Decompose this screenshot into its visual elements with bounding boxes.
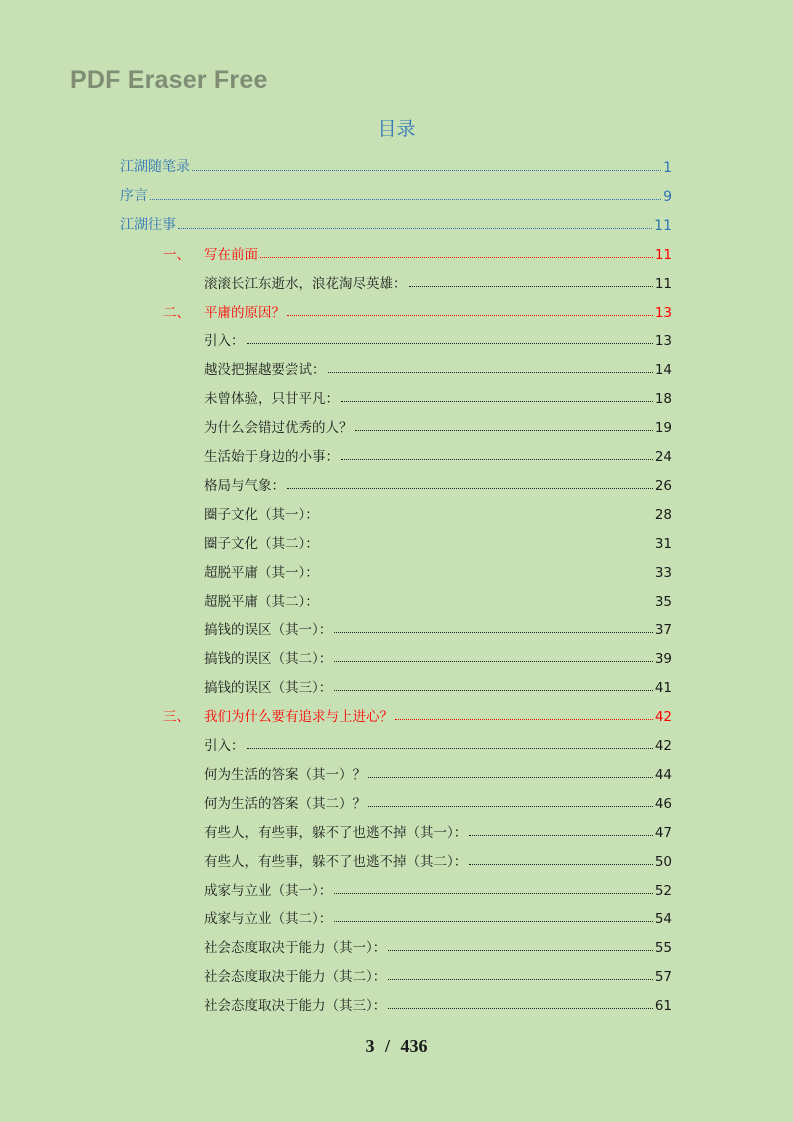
toc-entry[interactable] (204, 474, 672, 494)
toc-entry[interactable] (204, 272, 672, 292)
toc-entry-page: 9 (663, 188, 672, 205)
toc-dot-leader (328, 372, 653, 373)
toc-entry[interactable] (163, 301, 672, 321)
toc-dot-leader (150, 199, 661, 200)
toc-entry-page: 44 (654, 766, 672, 783)
toc-entry-number: 二、 (163, 304, 190, 321)
toc-dot-leader (388, 979, 653, 980)
toc-dot-leader (341, 401, 653, 402)
toc-entry-label: 搞钱的误区（其一）： (204, 622, 333, 639)
toc-entry-page: 41 (654, 680, 672, 697)
toc-entry[interactable] (204, 647, 672, 667)
toc-entry-label: 格局与气象： (204, 477, 285, 494)
toc-entry-page: 50 (654, 853, 672, 870)
toc-entry[interactable] (204, 358, 672, 378)
toc-entry-label: 生活始于身边的小事： (204, 449, 339, 465)
watermark-text: PDF Eraser Free (70, 66, 268, 94)
toc-dot-leader (260, 257, 653, 258)
toc-entry[interactable] (204, 532, 672, 552)
toc-entry[interactable] (120, 156, 672, 176)
toc-entry-page: 18 (654, 391, 672, 408)
toc-entry[interactable] (204, 503, 672, 523)
toc-entry-label: 社会态度取决于能力（其一）： (204, 940, 387, 957)
toc-entry-label: 引入： (204, 738, 245, 754)
page-separator: / (384, 1036, 390, 1056)
toc-entry-page: 11 (654, 246, 672, 263)
toc-entry-label: 写在前面 (204, 246, 258, 263)
toc-entry[interactable] (204, 763, 672, 783)
toc-entry[interactable] (204, 416, 672, 436)
toc-dot-leader (469, 835, 653, 836)
toc-entry-label: 滚滚长江东逝水，浪花淘尽英雄： (204, 275, 407, 292)
toc-dot-leader (368, 777, 653, 778)
toc-entry-page: 55 (654, 940, 672, 957)
toc-entry[interactable] (163, 243, 672, 263)
toc-dot-leader (287, 315, 653, 316)
toc-entry-number: 三、 (163, 709, 190, 726)
toc-entry-label: 有些人，有些事，躲不了也逃不掉（其一）： (204, 824, 468, 841)
toc-entry[interactable] (120, 185, 672, 205)
toc-dot-leader (247, 748, 653, 749)
toc-entry-label: 搞钱的误区（其二）： (204, 651, 333, 668)
toc-entry-page: 13 (654, 333, 672, 350)
toc-entry[interactable] (204, 965, 672, 985)
toc-dot-leader (334, 893, 653, 894)
toc-entry-page: 11 (654, 217, 672, 234)
toc-entry-page: 57 (654, 969, 672, 986)
toc-entry[interactable] (204, 936, 672, 956)
toc-dot-leader (341, 459, 653, 460)
toc-entry-page: 26 (654, 477, 672, 494)
toc-entry[interactable] (163, 705, 672, 725)
toc-dot-leader (355, 430, 653, 431)
toc-entry-label: 有些人，有些事，躲不了也逃不掉（其二）： (204, 853, 468, 870)
toc-entry[interactable] (204, 618, 672, 638)
toc-entry-page: 52 (654, 882, 672, 899)
toc-entry-page: 33 (654, 564, 672, 581)
toc-entry-page: 24 (654, 449, 672, 465)
toc-entry-page: 39 (654, 651, 672, 668)
toc-entry-label: 搞钱的误区（其三）： (204, 680, 333, 697)
toc-entry-label: 引入： (204, 333, 245, 350)
toc-entry-label: 社会态度取决于能力（其二）： (204, 969, 387, 986)
toc-entry-page: 13 (654, 304, 672, 321)
toc-entry[interactable] (204, 792, 672, 812)
toc-dot-leader (368, 806, 653, 807)
toc-dot-leader (334, 632, 653, 633)
toc-entry-label: 超脱平庸（其一）： (204, 564, 319, 581)
toc-entry-label: 江湖往事 (120, 216, 176, 233)
toc-entry[interactable] (204, 821, 672, 841)
toc-entry-page: 11 (654, 275, 672, 292)
toc-entry[interactable] (204, 994, 672, 1014)
toc-dot-leader (334, 661, 653, 662)
toc-entry-number: 一、 (163, 246, 190, 263)
current-page: 3 (365, 1036, 375, 1056)
toc-entry-page: 47 (654, 824, 672, 841)
toc-dot-leader (287, 488, 653, 489)
toc-dot-leader (334, 921, 653, 922)
toc-entry-page: 46 (654, 795, 672, 812)
page-indicator (0, 1036, 793, 1057)
toc-entry-label: 平庸的原因？ (204, 304, 285, 321)
toc-entry[interactable] (204, 850, 672, 870)
toc-entry-label: 为什么会错过优秀的人？ (204, 420, 353, 437)
toc-entry[interactable] (204, 879, 672, 899)
toc-entry-label: 社会态度取决于能力（其三）： (204, 998, 387, 1015)
toc-dot-leader (178, 228, 652, 229)
toc-dot-leader (395, 719, 653, 720)
toc-entry-label: 超脱平庸（其二）： (204, 593, 319, 610)
toc-dot-leader (388, 950, 653, 951)
toc-entry-label: 圈子文化（其一）： (204, 506, 319, 523)
toc-dot-leader (334, 690, 653, 691)
toc-dot-leader (469, 864, 653, 865)
toc-entry[interactable] (204, 387, 672, 407)
toc-entry-label: 江湖随笔录 (120, 159, 190, 175)
toc-entry[interactable] (204, 590, 672, 610)
toc-entry-page: 28 (654, 506, 672, 523)
toc-entry-page: 42 (654, 709, 672, 726)
toc-entry-label: 未曾体验，只甘平凡： (204, 391, 339, 408)
toc-entry-page: 31 (654, 535, 672, 552)
toc-dot-leader (409, 286, 653, 287)
toc-entry-page: 19 (654, 420, 672, 437)
toc-entry-page: 37 (654, 622, 672, 639)
toc-entry-label: 圈子文化（其二）： (204, 535, 319, 552)
toc-entry[interactable] (204, 676, 672, 696)
toc-entry[interactable] (204, 329, 672, 349)
toc-entry-page: 14 (654, 362, 672, 379)
toc-entry-page: 61 (654, 998, 672, 1015)
toc-entry[interactable] (204, 734, 672, 754)
toc-entry-page: 35 (654, 593, 672, 610)
toc-entry-label: 我们为什么要有追求与上进心？ (204, 709, 393, 726)
total-pages: 436 (400, 1036, 428, 1056)
toc-dot-leader (247, 343, 653, 344)
toc-entry-label: 序言 (120, 187, 148, 204)
toc-entry[interactable] (204, 561, 672, 581)
toc-entry-page: 1 (663, 160, 672, 176)
toc-entry-page: 42 (654, 738, 672, 754)
toc-entry[interactable] (204, 907, 672, 927)
toc-entry-label: 何为生活的答案（其二）？ (204, 795, 366, 812)
toc-entry-label: 越没把握越要尝试： (204, 362, 326, 379)
toc-entry-page: 54 (654, 911, 672, 928)
toc-entry[interactable] (120, 214, 672, 234)
toc-title: 目录 (377, 118, 416, 140)
toc-dot-leader (192, 170, 661, 171)
toc-entry-label: 成家与立业（其二）： (204, 911, 333, 928)
toc-dot-leader (388, 1008, 653, 1009)
toc-entry-label: 何为生活的答案（其一）？ (204, 766, 366, 783)
toc-entry[interactable] (204, 445, 672, 465)
toc-entry-label: 成家与立业（其一）： (204, 882, 333, 899)
